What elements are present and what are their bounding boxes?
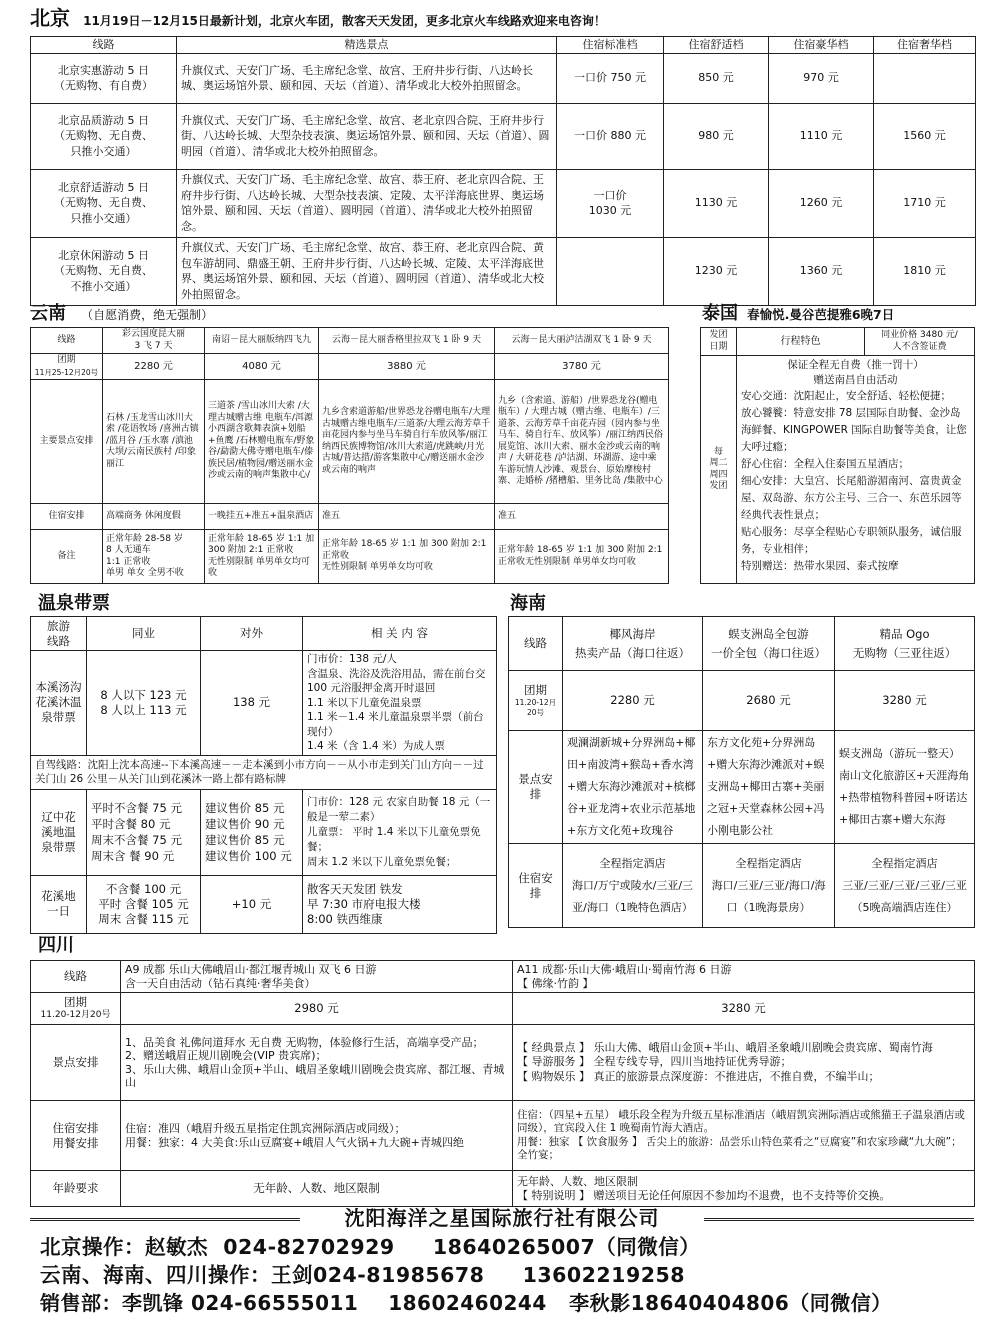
sc-period	[31, 993, 121, 1025]
hn-route	[703, 617, 835, 671]
bj-route: 北京舒适游动 5 日 （无购物、无自费、 只推小交通）	[31, 169, 177, 237]
hs-h-peer: 同业	[87, 617, 201, 651]
bj-spots: 升旗仪式、天安门广场、毛主席纪念堂、故宫、王府井步行街、八达岭长城、奥运场馆外景、颐和园、天坛（首道）、清华或北大校外拍照留念。	[177, 53, 557, 103]
hs-retail: +10 元	[201, 875, 303, 933]
yn-spots: 石林 /玉龙雪山冰川大索 /花语牧场 /喜洲古镇 /蓝月谷 /玉水寨 /滇池大坝/云南民族村 /印象丽江	[103, 380, 205, 504]
yn-route: 南诏－昆大丽版纳四飞九	[205, 328, 319, 354]
table-row	[31, 103, 976, 169]
yn-price: 4080 元	[205, 354, 319, 380]
yn-remark: 正常年龄 18-65 岁 1:1 加 300 附加 2:1 正常收 无性别限制 单男单女均可收	[319, 530, 495, 584]
bj-comfort: 1130 元	[664, 169, 769, 237]
yn-h-route: 线路	[31, 328, 103, 354]
hn-route	[563, 617, 703, 671]
yn-route: 彩云国度昆大丽 3 飞 7 天	[103, 328, 205, 354]
bj-lux: 1110 元	[769, 103, 874, 169]
hn-spots: 蜈支洲岛（游玩一整天）南山文化旅游区+天涯海角+热带植物科普园+呀诺达+椰田古寨+赠大东海	[835, 731, 975, 844]
hs-route: 辽中花 溪地温 泉带票	[31, 789, 87, 875]
hn-price: 2680 元	[703, 671, 835, 731]
th-h-price: 同业价格 3480 元/ 人不含签证费	[865, 328, 975, 356]
yn-route: 云海－昆大丽香格里拉双飞 1 卧 9 天	[319, 328, 495, 354]
bj-lux: 970 元	[769, 53, 874, 103]
hn-route-tag: 热卖产品（海口往返）	[575, 645, 690, 660]
hn-price: 3280 元	[835, 671, 975, 731]
bj-std	[557, 237, 664, 305]
bj-h-prem: 住宿奢华档	[874, 37, 976, 54]
contact-yunnan: 云南、海南、四川操作：王剑024-81985678 13602219258	[40, 1263, 685, 1287]
yn-remark-label: 备注	[31, 530, 103, 584]
hs-h-content: 相 关 内 容	[303, 617, 497, 651]
hs-content: 散客天天发团 铁发 早 7:30 市府电报大楼 8:00 铁西维康	[303, 875, 497, 933]
bj-std: 一口价 1030 元	[557, 169, 664, 237]
sc-route: A9 成都 乐山大佛峨眉山·都江堰青城山 双飞 6 日游 含一天自由活动（钻石真纯·奢华美食）	[121, 961, 513, 993]
sc-spots: 1、品美食 礼佛问道拜水 无自费 无购物，体验修行生活，高端享受产品； 2、赠送峨眉正规川剧晚会(VIP 贵宾席)； 3、乐山大佛、峨眉山金顶+半山、峨眉圣象峨川剧晚会贵宾席、都江堰、青城山	[121, 1025, 513, 1101]
hotspring-table	[30, 616, 496, 934]
yn-hotel: 准五	[495, 504, 669, 530]
contact-beijing: 北京操作：赵敏杰 024-82702929 18640265007（同微信）	[40, 1235, 701, 1259]
footer-company-bar	[30, 1206, 974, 1230]
beijing-subtitle: 11月19日－12月15日最新计划，北京火车团，散客天天发团，更多北京火车线路欢迎来电咨询！	[83, 14, 606, 28]
sc-spots-label: 景点安排	[31, 1025, 121, 1101]
bj-spots: 升旗仪式、天安门广场、毛主席纪念堂、故宫、老北京四合院、王府井步行街、八达岭长城、大型杂技表演、奥运场馆外景、颐和园、天坛（首道）、圆明园（首道）、清华或北大校外拍照留念。	[177, 103, 557, 169]
th-feature-line: 贴心服务：尽享全程贴心专职领队服务，诚信服务，专业相伴；	[741, 526, 962, 555]
beijing-header	[30, 8, 975, 30]
bj-h-route: 线路	[31, 37, 177, 54]
footer-rule-right	[704, 1218, 974, 1221]
hn-period-label: 团期	[524, 683, 547, 697]
thailand-subtitle: 春愉悦.曼谷芭提雅6晚7日	[747, 307, 895, 322]
table-row	[31, 237, 976, 305]
sc-age: 无年龄、人数、地区限制	[121, 1171, 513, 1207]
hs-h-retail: 对外	[201, 617, 303, 651]
hn-hotel	[835, 844, 975, 928]
hn-hotel-detail: 三亚/三亚/三亚/三亚/三亚（5晚高端酒店连住）	[842, 878, 967, 914]
th-h-feature: 行程特色	[737, 328, 865, 356]
bj-route: 北京实惠游动 5 日 （无购物、有自费）	[31, 53, 177, 103]
th-feature-line: 细心安排：大皇宫、长尾船游湄南河、富贵黄金屋、双岛游、东方公主号、三合一、东芭乐园等经典代表性景点；	[741, 475, 962, 521]
yn-hotel-label: 住宿安排	[31, 504, 103, 530]
hn-period	[509, 671, 563, 731]
hs-retail: 138 元	[201, 651, 303, 756]
beijing-table	[30, 36, 975, 306]
table-row	[31, 53, 976, 103]
sichuan-table	[30, 960, 974, 1207]
yn-remark: 正常年龄 18-65 岁 1:1 加 300 附加 2:1 正常收 无性别限制 单男单女均可收	[205, 530, 319, 584]
sc-spots: 【 经典景点 】 乐山大佛、峨眉山金顶+半山、峨眉圣象峨川剧晚会贵宾席、蜀南竹海 【 导游服务 】 全程专线专导，四川当地持证优秀导游； 【 购物娱乐 】 真正的旅游景点深度游：不推进店，不推自费，不编半山；	[513, 1025, 975, 1101]
hn-route-tag: 无购物（三亚往返）	[852, 645, 957, 660]
hs-route: 花溪地 一日	[31, 875, 87, 933]
bj-route: 北京品质游动 5 日 （无购物、无自费、 只推小交通）	[31, 103, 177, 169]
th-feature-line: 特别赠送：热带水果园、泰式按摩	[741, 560, 899, 572]
bj-h-spots: 精选景点	[177, 37, 557, 54]
th-h-date: 发团 日期	[701, 328, 737, 356]
thailand-header	[702, 304, 974, 324]
hs-peer: 不含餐 100 元 平时 含餐 105 元 周末 含餐 115 元	[87, 875, 201, 933]
yn-hotel: 准五	[319, 504, 495, 530]
sc-period-label: 团期	[64, 994, 87, 1009]
hn-route-name: 精品 Ogo	[879, 626, 930, 641]
hn-spots: 观澜湖新城+分界洲岛+椰田+南波湾+猴岛+香水湾+赠大东海沙滩派对+槟榔谷+亚龙湾+农业示范基地+东方文化苑+玫瑰谷	[563, 731, 703, 844]
bj-route: 北京休闲游动 5 日 （无购物、无自费、 不推小交通）	[31, 237, 177, 305]
th-features	[737, 356, 975, 584]
hotspring-title: 温泉带票	[38, 593, 110, 614]
sc-hotel: 住宿：（四星+五星） 峨乐段全程为升级五星标准酒店（峨眉凯宾洲际酒店或熊猫王子温泉酒店或同级），宜宾段入住 1 晚蜀南竹海大酒店。 用餐：独家 【 饮食服务 】 舌尖上的旅游：品尝乐山特色菜肴之“豆腐宴”和农家珍藏“九大碗”；全竹宴；	[513, 1101, 975, 1171]
bj-h-lux: 住宿豪华档	[769, 37, 874, 54]
sc-route: A11 成都·乐山大佛·峨眉山·蜀南竹海 6 日游 【 佛缘·竹韵 】	[513, 961, 975, 993]
yunnan-title: 云南	[30, 303, 66, 324]
hn-period-sub: 11.20-12月20号	[514, 698, 557, 717]
sc-price: 2980 元	[121, 993, 513, 1025]
sc-age-label: 年龄要求	[31, 1171, 121, 1207]
hainan-title: 海南	[510, 593, 546, 614]
yn-spots: 九乡（含索道、游船）/世界恐龙谷(赠电瓶车）/ 大理古城（赠古维、电瓶车）/三道茶、云海芳草千亩花卉园（园内参与坐马车、骑自行车、放风筝）/丽江纳西民俗展览馆、冰川大索、丽水金沙或云南的响声 / 大研花巷 /泸沽湖、环湖游、途中乘车游玩情人沙滩、观景台、原始摩梭村寨、走婚桥 /猪槽船、里务比岛 /集散中心	[495, 380, 669, 504]
yn-price: 2280 元	[103, 354, 205, 380]
hn-route-name: 蜈支洲岛全包游	[728, 626, 809, 641]
hn-hotel-detail: 海口/三亚/三亚/海口/海口（1晚海景房）	[711, 878, 826, 914]
hn-hotel-title: 全程指定酒店	[871, 856, 938, 870]
th-feature-line: 舒心住宿：全程入住泰国五星酒店；	[741, 458, 909, 470]
hn-route-tag: 一价全包（海口往返）	[711, 645, 826, 660]
sc-price: 3280 元	[513, 993, 975, 1025]
th-feature-line: 安心交通：沈阳起止，安全舒适、轻松便捷；	[741, 390, 951, 402]
yunnan-table	[30, 327, 668, 584]
hainan-table	[508, 616, 974, 928]
bj-comfort: 980 元	[664, 103, 769, 169]
footer-rule-left	[30, 1218, 300, 1221]
sc-hotel: 住宿：准四（峨眉升级五星指定住凯宾洲际酒店或同级）； 用餐：独家：4 大美食:乐山豆腐宴+峨眉人气火锅+九大碗+青城四绝	[121, 1101, 513, 1171]
hs-peer: 平时不含餐 75 元 平时含餐 80 元 周末不含餐 75 元 周末含 餐 90 元	[87, 789, 201, 875]
hn-route	[835, 617, 975, 671]
hs-h-route: 旅游 线路	[31, 617, 87, 651]
contact-sales: 销售部：李凯锋 024-66555011 18602460244 李秋影18640404806（同微信）	[40, 1291, 892, 1315]
hn-hotel	[563, 844, 703, 928]
yn-spots-label: 主要景点安排	[31, 380, 103, 504]
hs-drive-route: 自驾线路：沈阳上沈本高速--下本溪高速－－走本溪到小市方向－－从小市走到关门山方向－－过关门山 26 公里－从关门山到花溪沐一路上都有路标牌	[31, 755, 497, 789]
th-feature-line: 保证全程无自费（推一罚十）	[787, 359, 924, 371]
table-row	[31, 169, 976, 237]
hn-hotel-title: 全程指定酒店	[599, 856, 666, 870]
hs-content: 门市价：138 元/人 含温泉、洗浴及洗浴用品，需在前台交 100 元浴服押金离开时退回 1.1 米以下儿童免温泉票 1.1 米－1.4 米儿童温泉票半票（前台现付） 1.4 米（含 1.4 米）为成人票	[303, 651, 497, 756]
th-date: 每 周二 周四 发团	[701, 356, 737, 584]
th-feature-line: 赠送南昌自由活动	[813, 374, 898, 386]
bj-std: 一口价 750 元	[557, 53, 664, 103]
yn-price: 3880 元	[319, 354, 495, 380]
bj-prem: 1710 元	[874, 169, 976, 237]
bj-spots: 升旗仪式、天安门广场、毛主席纪念堂、故宫、恭王府、老北京四合院、王府井步行街、八达岭长城、大型杂技表演、定陵、太平洋海底世界、奥运场馆外景、颐和园、天坛（首道）、圆明园（首道）、清华或北大校外拍照留念。	[177, 169, 557, 237]
hn-spots: 东方文化苑+分界洲岛+赠大东海沙滩派对+蜈支洲岛+椰田古寨+美丽之冠+天堂森林公园+冯小刚电影公社	[703, 731, 835, 844]
bj-h-comfort: 住宿舒适档	[664, 37, 769, 54]
beijing-title: 北京	[30, 6, 70, 30]
bj-lux: 1360 元	[769, 237, 874, 305]
yn-hotel: 一晚挂五+准五+温泉酒店	[205, 504, 319, 530]
sc-age: 无年龄、人数、地区限制 【 特别说明 】 赠送项目无论任何原因不参加均不退费，也不支持等价交换。	[513, 1171, 975, 1207]
hs-peer: 8 人以下 123 元 8 人以上 113 元	[87, 651, 201, 756]
yn-remark: 正常年龄 18-65 岁 1:1 加 300 附加 2:1 正常收无性别限制 单男单女均可收	[495, 530, 669, 584]
hs-content: 门市价：128 元 农家自助餐 18 元（一般是一荤二素） 儿童票： 平时 1.4 米以下儿童免票免餐； 周末 1.2 米以下儿童免票免餐；	[303, 789, 497, 875]
yn-period-sub: 11月25-12月20号	[34, 367, 99, 377]
hn-route-name: 椰风海岸	[609, 626, 656, 641]
yn-period-label: 团期	[57, 355, 76, 365]
bj-lux: 1260 元	[769, 169, 874, 237]
bj-std: 一口价 880 元	[557, 103, 664, 169]
yn-route: 云海－昆大丽泸沽湖双飞 1 卧 9 天	[495, 328, 669, 354]
footer-company: 沈阳海洋之星国际旅行社有限公司	[344, 1206, 660, 1230]
yunnan-header	[30, 304, 670, 324]
hn-price: 2280 元	[563, 671, 703, 731]
hn-spots-label: 景点安排	[509, 731, 563, 844]
bj-prem: 1810 元	[874, 237, 976, 305]
hn-hotel-detail: 海口/万宁或陵水/三亚/三亚/海口（1晚特色酒店）	[571, 878, 694, 914]
hn-hotel	[703, 844, 835, 928]
thailand-table	[700, 327, 974, 584]
yn-spots: 九乡含索道游船/世界恐龙谷赠电瓶车/大理古城赠古维电瓶车/三道茶/大理云海芳草千亩花园内参与坐马车骑自行车放风筝/丽江纳西民族博物馆/冰川大索道/虎跳峡/月光古城/普达措/游客集散中心/赠送丽水金沙或云南的响声	[319, 380, 495, 504]
yn-period	[31, 354, 103, 380]
hn-h-route: 线路	[509, 617, 563, 671]
sc-hotel-label: 住宿安排 用餐安排	[31, 1101, 121, 1171]
hn-hotel-title: 全程指定酒店	[735, 856, 802, 870]
bj-prem	[874, 53, 976, 103]
bj-comfort: 850 元	[664, 53, 769, 103]
bj-spots: 升旗仪式、天安门广场、毛主席纪念堂、故宫、恭王府、老北京四合院、黄包车游胡同、鼎盛王朝、王府井步行街、八达岭长城、定陵、太平洋海底世界、奥运场馆外景、颐和园、天坛（首道）、圆明园（首道）、清华或北大校外拍照留念。	[177, 237, 557, 305]
bj-prem: 1560 元	[874, 103, 976, 169]
sc-h-route: 线路	[31, 961, 121, 993]
th-feature-line: 放心饕餮：特意安排 78 层国际自助餐、金沙岛海鲜餐、KINGPOWER 国际自助餐等美食，让您大呼过瘾；	[741, 407, 967, 453]
yunnan-note: （自愿消费，绝无强制）	[81, 308, 214, 322]
hn-hotel-label: 住宿安排	[509, 844, 563, 928]
sichuan-title: 四川	[38, 935, 74, 956]
thailand-title: 泰国	[702, 303, 738, 324]
yn-price: 3780 元	[495, 354, 669, 380]
bj-h-std: 住宿标准档	[557, 37, 664, 54]
hs-retail: 建议售价 85 元 建议售价 90 元 建议售价 85 元 建议售价 100 元	[201, 789, 303, 875]
yn-spots: 三道茶 /雪山冰川大索 /大理古城赠古维 电瓶车/洱源小西湖含歌舞表演+划船+鱼鹰 /石林赠电瓶车/野象谷/勐泐大佛寺赠电瓶车/傣族民居/植物园/赠送丽水金沙或云南的响声集散中心/	[205, 380, 319, 504]
yn-hotel: 高端商务 休闲度假	[103, 504, 205, 530]
hs-route: 本溪汤沟 花溪沐温 泉带票	[31, 651, 87, 756]
sc-period-sub: 11.20-12月20号	[40, 1009, 111, 1020]
yn-remark: 正常年龄 28-58 岁 8 人无通车 1:1 正常收 单男 单女 全男不收	[103, 530, 205, 584]
bj-comfort: 1230 元	[664, 237, 769, 305]
